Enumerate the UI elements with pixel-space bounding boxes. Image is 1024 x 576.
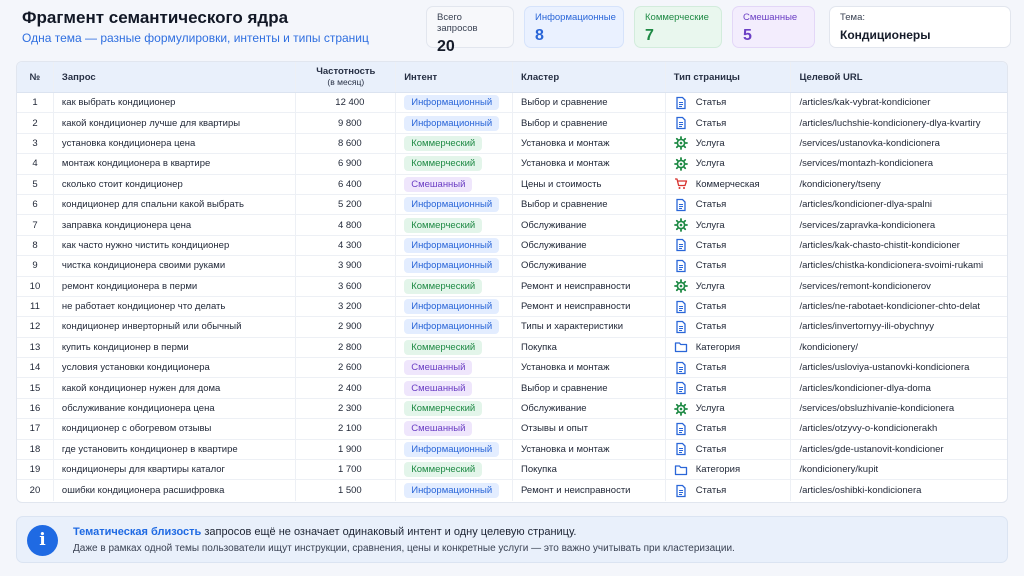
cell-cluster: Установка и монтаж: [512, 440, 665, 459]
cell-page-type: [665, 215, 791, 234]
intent-badge: Информационный: [404, 95, 499, 110]
page-type-label: Категория: [695, 341, 741, 353]
cell-frequency: 3 200: [295, 297, 395, 316]
intent-badge: Коммерческий: [404, 462, 482, 477]
stat-info: [524, 6, 624, 48]
cell-url[interactable]: /articles/kak-vybrat-kondicioner: [790, 93, 1007, 112]
cell-cluster: Установка и монтаж: [512, 154, 665, 173]
table-row: [17, 256, 1007, 276]
cell-page-type: [665, 460, 791, 479]
cell-num: 16: [29, 403, 41, 415]
cell-cluster: Типы и характеристики: [512, 317, 665, 336]
cell-query: как часто нужно чистить кондиционер: [53, 236, 296, 255]
cell-intent: [395, 277, 512, 296]
cell-page-type: [665, 480, 791, 500]
intent-badge: Информационный: [404, 116, 499, 131]
document-icon: [674, 300, 688, 314]
page-type-label: Статья: [695, 443, 727, 455]
page-type-label: Услуга: [695, 403, 725, 415]
stat-mixed-value: 5: [743, 27, 752, 44]
document-icon: [674, 484, 688, 498]
table-row: [17, 113, 1007, 133]
cell-frequency: 3 600: [295, 277, 395, 296]
cell-query: кондиционер инверторный или обычный: [53, 317, 296, 336]
cell-num: 5: [32, 178, 38, 190]
document-icon: [674, 320, 688, 334]
page-type-label: Категория: [695, 464, 741, 476]
cell-frequency: 2 100: [295, 419, 395, 438]
cell-frequency: 2 600: [295, 358, 395, 377]
cell-num: 9: [32, 260, 38, 272]
semantic-core-table: [16, 61, 1008, 503]
table-row: [17, 399, 1007, 419]
cell-query: кондиционеры для квартиры каталог: [53, 460, 296, 479]
col-header-frequency-label: Частотность: [316, 66, 376, 77]
cell-query: ошибки кондиционера расшифровка: [53, 480, 296, 500]
stat-mixed-label: Смешанные: [743, 12, 798, 23]
cell-query: какой кондиционер нужен для дома: [53, 378, 296, 397]
document-icon: [674, 238, 688, 252]
cell-query: кондиционер с обогревом отзывы: [53, 419, 296, 438]
info-note: [16, 516, 1008, 563]
document-icon: [674, 442, 688, 456]
col-header-intent: Интент: [395, 62, 512, 92]
page-title: Фрагмент семантического ядра: [22, 8, 289, 27]
table-row: [17, 358, 1007, 378]
document-icon: [674, 259, 688, 273]
document-icon: [674, 422, 688, 436]
intent-badge: Информационный: [404, 319, 499, 334]
cell-page-type: [665, 134, 791, 153]
stats-bar: [426, 6, 1011, 55]
cell-frequency: 4 300: [295, 236, 395, 255]
cell-url[interactable]: /kondicionery/: [790, 338, 1007, 357]
cell-url[interactable]: /articles/kak-chasto-chistit-kondicioner: [790, 236, 1007, 255]
stat-topic-value: Кондиционеры: [840, 28, 931, 42]
stat-total-label: Всего запросов: [437, 12, 478, 34]
cell-query: как выбрать кондиционер: [53, 93, 296, 112]
cell-num: 8: [32, 239, 38, 251]
cell-num: 14: [29, 362, 41, 374]
stat-topic: [829, 6, 1011, 48]
cell-page-type: [665, 256, 791, 275]
cell-query: кондиционер для спальни какой выбрать: [53, 195, 296, 214]
gear-icon: [674, 279, 688, 293]
cell-page-type: [665, 317, 791, 336]
page-type-label: Статья: [695, 239, 727, 251]
cell-num: 4: [32, 158, 38, 170]
gear-icon: [674, 402, 688, 416]
table-row: [17, 236, 1007, 256]
cell-page-type: [665, 440, 791, 459]
cart-icon: [674, 177, 688, 191]
cell-cluster: Обслуживание: [512, 256, 665, 275]
page-type-label: Статья: [695, 423, 727, 435]
stat-info-value: 8: [535, 27, 544, 44]
intent-badge: Информационный: [404, 238, 499, 253]
cell-intent: [395, 338, 512, 357]
document-icon: [674, 361, 688, 375]
cell-frequency: 9 800: [295, 113, 395, 132]
cell-intent: [395, 215, 512, 234]
folder-icon: [674, 463, 688, 477]
cell-num: 2: [32, 117, 38, 129]
table-body: [17, 93, 1007, 501]
stat-info-label: Информационные: [535, 12, 616, 23]
cell-intent: [395, 399, 512, 418]
page-type-label: Услуга: [695, 219, 725, 231]
table-row: [17, 460, 1007, 480]
cell-cluster: Ремонт и неисправности: [512, 480, 665, 500]
document-icon: [674, 96, 688, 110]
page-type-label: Статья: [695, 301, 727, 313]
cell-url[interactable]: /articles/kondicioner-dlya-doma: [790, 378, 1007, 397]
page-type-label: Статья: [695, 117, 727, 129]
cell-cluster: Отзывы и опыт: [512, 419, 665, 438]
cell-intent: [395, 378, 512, 397]
cell-page-type: [665, 338, 791, 357]
cell-intent: [395, 93, 512, 112]
cell-intent: [395, 440, 512, 459]
cell-page-type: [665, 378, 791, 397]
intent-badge: Коммерческий: [404, 218, 482, 233]
cell-num: 7: [32, 219, 38, 231]
cell-intent: [395, 113, 512, 132]
cell-frequency: 2 300: [295, 399, 395, 418]
cell-query: заправка кондиционера цена: [53, 215, 296, 234]
cell-intent: [395, 317, 512, 336]
table-row: [17, 317, 1007, 337]
intent-badge: Коммерческий: [404, 340, 482, 355]
cell-page-type: [665, 297, 791, 316]
cell-url[interactable]: /services/ustanovka-kondicionera: [790, 134, 1007, 153]
table-row: [17, 154, 1007, 174]
cell-cluster: Обслуживание: [512, 399, 665, 418]
cell-url[interactable]: /articles/luchshie-kondicionery-dlya-kvartiry: [790, 113, 1007, 132]
cell-intent: [395, 460, 512, 479]
intent-badge: Коммерческий: [404, 279, 482, 294]
cell-query: установка кондиционера цена: [53, 134, 296, 153]
table-row: [17, 93, 1007, 113]
intent-badge: Информационный: [404, 197, 499, 212]
cell-cluster: Выбор и сравнение: [512, 378, 665, 397]
intent-badge: Информационный: [404, 442, 499, 457]
cell-cluster: Цены и стоимость: [512, 175, 665, 194]
cell-num: 18: [29, 443, 41, 455]
col-header-query: Запрос: [53, 62, 296, 92]
page-type-label: Статья: [695, 97, 727, 109]
intent-badge: Информационный: [404, 299, 499, 314]
stat-mixed: [732, 6, 815, 48]
cell-frequency: 3 900: [295, 256, 395, 275]
cell-url[interactable]: /articles/ne-rabotaet-kondicioner-chto-delat: [790, 297, 1007, 316]
cell-num: 1: [32, 97, 38, 109]
note-line-1-rest: запросов ещё не означает одинаковый интент и одну целевую страницу.: [201, 526, 577, 538]
cell-cluster: Обслуживание: [512, 215, 665, 234]
cell-page-type: [665, 195, 791, 214]
cell-page-type: [665, 277, 791, 296]
table-row: [17, 277, 1007, 297]
cell-page-type: [665, 175, 791, 194]
gear-icon: [674, 218, 688, 232]
cell-intent: [395, 480, 512, 500]
cell-url[interactable]: /services/obsluzhivanie-kondicionera: [790, 399, 1007, 418]
page-header: [22, 8, 369, 45]
cell-frequency: 2 900: [295, 317, 395, 336]
cell-intent: [395, 358, 512, 377]
page-type-label: Статья: [695, 382, 727, 394]
cell-intent: [395, 175, 512, 194]
cell-frequency: 1 500: [295, 480, 395, 500]
cell-cluster: Выбор и сравнение: [512, 113, 665, 132]
cell-page-type: [665, 358, 791, 377]
cell-query: условия установки кондиционера: [53, 358, 296, 377]
cell-page-type: [665, 399, 791, 418]
cell-url[interactable]: /articles/gde-ustanovit-kondicioner: [790, 440, 1007, 459]
cell-num: 11: [30, 301, 40, 313]
cell-frequency: 1 700: [295, 460, 395, 479]
col-header-frequency: [295, 62, 395, 92]
intent-badge: Коммерческий: [404, 401, 482, 416]
note-bold: Тематическая близость: [73, 526, 202, 538]
cell-frequency: 4 800: [295, 215, 395, 234]
cell-url[interactable]: /articles/chistka-kondicionera-svoimi-rukami: [790, 256, 1007, 275]
col-header-frequency-sub: (в месяц): [327, 77, 365, 87]
folder-icon: [674, 340, 688, 354]
page-type-label: Статья: [695, 362, 727, 374]
stat-total: [426, 6, 514, 55]
cell-cluster: Ремонт и неисправности: [512, 277, 665, 296]
cell-num: 6: [32, 199, 38, 211]
cell-intent: [395, 236, 512, 255]
intent-badge: Коммерческий: [404, 156, 482, 171]
cell-intent: [395, 195, 512, 214]
cell-query: где установить кондиционер в квартире: [53, 440, 296, 459]
cell-url[interactable]: /articles/invertornyy-ili-obychnyy: [790, 317, 1007, 336]
cell-query: не работает кондиционер что делать: [53, 297, 296, 316]
cell-num: 10: [29, 280, 41, 292]
stat-total-value: 20: [437, 38, 455, 55]
cell-url[interactable]: /articles/oshibki-kondicionera: [790, 480, 1007, 500]
intent-badge: Информационный: [404, 258, 499, 273]
col-header-url: Целевой URL: [790, 62, 1007, 92]
document-icon: [674, 381, 688, 395]
cell-cluster: Обслуживание: [512, 236, 665, 255]
page-type-label: Статья: [695, 260, 727, 272]
page-type-label: Услуга: [695, 158, 725, 170]
cell-url[interactable]: /services/remont-kondicionerov: [790, 277, 1007, 296]
document-icon: [674, 116, 688, 130]
page-type-label: Услуга: [695, 137, 725, 149]
cell-num: 12: [29, 321, 41, 333]
cell-frequency: 1 900: [295, 440, 395, 459]
cell-cluster: Установка и монтаж: [512, 134, 665, 153]
cell-frequency: 2 400: [295, 378, 395, 397]
table-header: [17, 62, 1007, 93]
cell-cluster: Покупка: [512, 460, 665, 479]
table-row: [17, 215, 1007, 235]
intent-badge: Смешанный: [404, 381, 472, 396]
cell-intent: [395, 297, 512, 316]
table-row: [17, 378, 1007, 398]
cell-num: 3: [32, 137, 38, 149]
cell-page-type: [665, 419, 791, 438]
cell-frequency: 8 600: [295, 134, 395, 153]
cell-query: купить кондиционер в перми: [53, 338, 296, 357]
table-row: [17, 175, 1007, 195]
intent-badge: Информационный: [404, 483, 499, 498]
cell-intent: [395, 134, 512, 153]
cell-url[interactable]: /services/montazh-kondicionera: [790, 154, 1007, 173]
page-type-label: Коммерческая: [695, 178, 760, 190]
col-header-cluster: Кластер: [512, 62, 665, 92]
cell-url[interactable]: /kondicionery/kupit: [790, 460, 1007, 479]
cell-cluster: Ремонт и неисправности: [512, 297, 665, 316]
cell-cluster: Покупка: [512, 338, 665, 357]
table-row: [17, 297, 1007, 317]
stat-commercial-label: Коммерческие: [645, 12, 709, 23]
cell-intent: [395, 154, 512, 173]
cell-url[interactable]: /articles/kondicioner-dlya-spalni: [790, 195, 1007, 214]
cell-url[interactable]: /services/zapravka-kondicionera: [790, 215, 1007, 234]
cell-url[interactable]: /articles/otzyvy-o-kondicionerakh: [790, 419, 1007, 438]
cell-query: какой кондиционер лучше для квартиры: [53, 113, 296, 132]
cell-num: 15: [29, 382, 41, 394]
cell-num: 17: [29, 423, 41, 435]
cell-query: обслуживание кондиционера цена: [53, 399, 296, 418]
page-type-label: Услуга: [695, 280, 725, 292]
cell-query: чистка кондиционера своими руками: [53, 256, 296, 275]
gear-icon: [674, 136, 688, 150]
info-icon: i: [27, 525, 58, 556]
cell-cluster: Выбор и сравнение: [512, 93, 665, 112]
cell-url[interactable]: /kondicionery/tseny: [790, 175, 1007, 194]
document-icon: [674, 198, 688, 212]
cell-frequency: 2 800: [295, 338, 395, 357]
cell-page-type: [665, 113, 791, 132]
intent-badge: Смешанный: [404, 177, 472, 192]
table-row: [17, 134, 1007, 154]
cell-frequency: 6 400: [295, 175, 395, 194]
cell-num: 19: [29, 464, 41, 476]
cell-query: монтаж кондиционера в квартире: [53, 154, 296, 173]
stat-commercial: [634, 6, 722, 48]
cell-frequency: 6 900: [295, 154, 395, 173]
cell-num: 20: [29, 485, 41, 497]
cell-page-type: [665, 236, 791, 255]
cell-cluster: Установка и монтаж: [512, 358, 665, 377]
cell-cluster: Выбор и сравнение: [512, 195, 665, 214]
table-row: [17, 419, 1007, 439]
page-type-label: Статья: [695, 485, 727, 497]
intent-badge: Смешанный: [404, 360, 472, 375]
col-header-page-type: Тип страницы: [665, 62, 791, 92]
gear-icon: [674, 157, 688, 171]
table-row: [17, 440, 1007, 460]
table-row: [17, 338, 1007, 358]
cell-page-type: [665, 93, 791, 112]
cell-query: сколько стоит кондиционер: [53, 175, 296, 194]
note-line-1: [73, 526, 576, 538]
cell-frequency: 5 200: [295, 195, 395, 214]
col-header-num: №: [29, 71, 41, 83]
page-subtitle: Одна тема — разные формулировки, интенты и типы страниц: [22, 31, 369, 45]
cell-frequency: 12 400: [295, 93, 395, 112]
note-line-2: Даже в рамках одной темы пользователи ищут инструкции, сравнения, цены и конкретные услуги — это важно учитывать при кластеризации.: [73, 543, 735, 554]
page-type-label: Статья: [695, 321, 727, 333]
cell-num: 13: [29, 341, 41, 353]
cell-intent: [395, 419, 512, 438]
cell-url[interactable]: /articles/usloviya-ustanovki-kondicionera: [790, 358, 1007, 377]
cell-page-type: [665, 154, 791, 173]
stat-commercial-value: 7: [645, 27, 654, 44]
intent-badge: Смешанный: [404, 421, 472, 436]
cell-query: ремонт кондиционера в перми: [53, 277, 296, 296]
table-row: [17, 195, 1007, 215]
stat-topic-label: Тема:: [840, 12, 866, 23]
table-row: [17, 480, 1007, 500]
intent-badge: Коммерческий: [404, 136, 482, 151]
cell-intent: [395, 256, 512, 275]
page-type-label: Статья: [695, 199, 727, 211]
